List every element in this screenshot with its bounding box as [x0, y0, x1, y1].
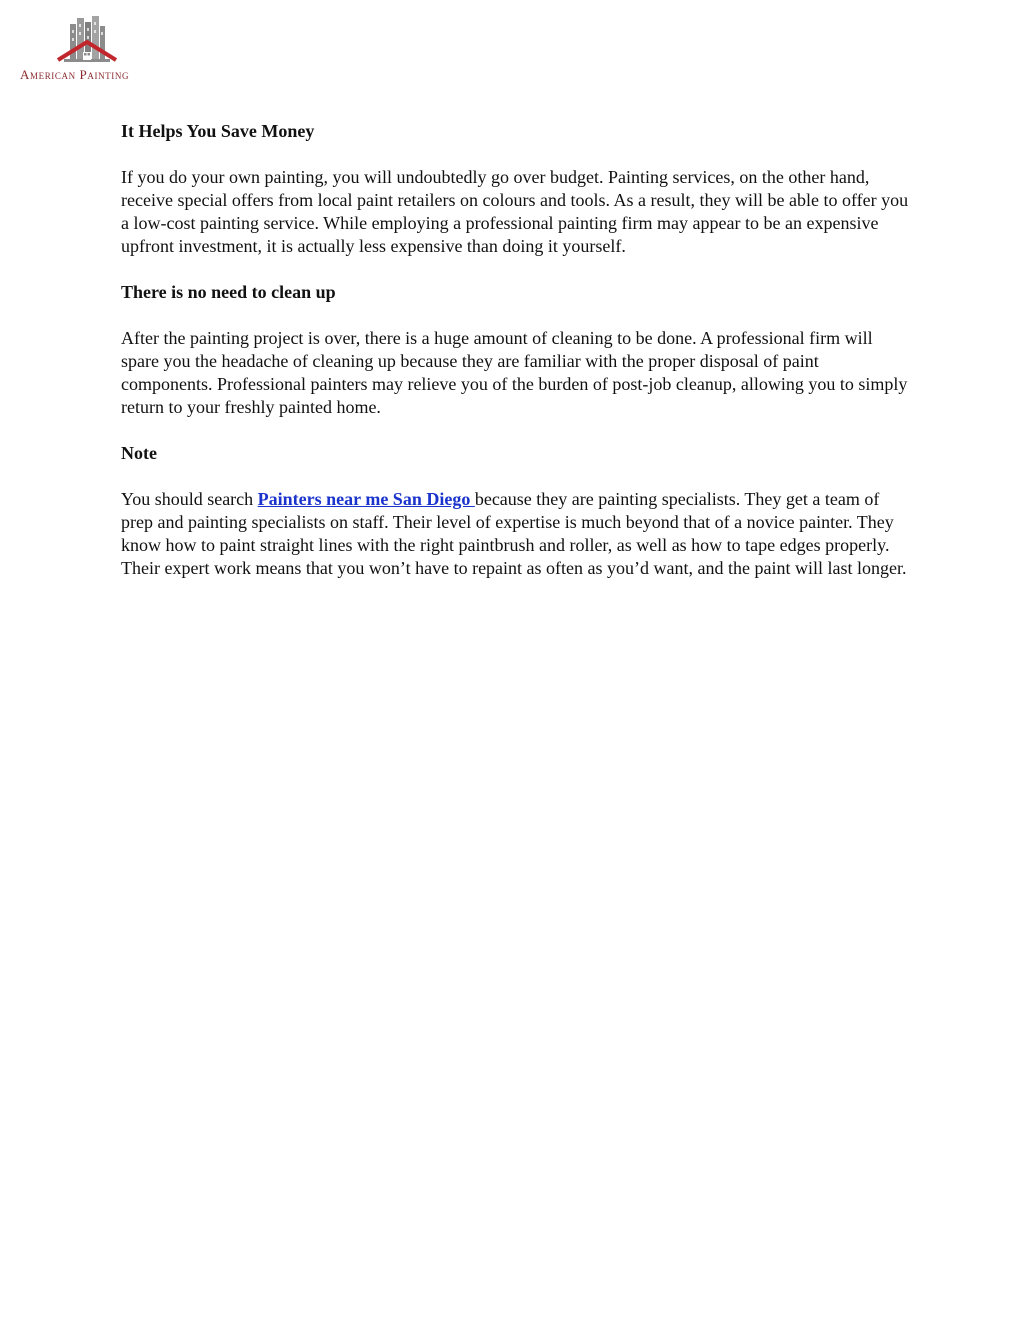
- company-logo: [20, 14, 160, 84]
- note-text-before: You should search: [121, 489, 258, 509]
- painters-near-me-link[interactable]: Painters near me San Diego: [257, 489, 475, 509]
- note-text-after: because they are painting specialists. They get a team of prep and painting specialists on staff. Their level of expertise is much beyond that of a novice painter. They know how to paint straight lines with the right paintbrush and roller, as well as how to tape edges properly. Their expert work means that you won’t have to repaint as often as you’d want, and the paint will last longer.: [121, 489, 907, 578]
- logo-text: American Painting: [20, 67, 130, 82]
- document-body: [121, 120, 911, 603]
- section-heading: There is no need to clean up: [121, 282, 336, 302]
- section-paragraph: If you do your own painting, you will undoubtedly go over budget. Painting services, on the other hand, receive special offers from local paint retailers on colours and tools. As a result, they will be able to offer you a low-cost painting service. While employing a professional painting firm may appear to be an expensive upfront investment, it is actually less expensive than doing it yourself.: [121, 167, 909, 256]
- note-paragraph: [121, 488, 911, 580]
- section-heading: Note: [121, 443, 157, 463]
- section-paragraph: After the painting project is over, there is a huge amount of cleaning to be done. A professional firm will spare you the headache of cleaning up because they are familiar with the proper disposal of paint components. Professional painters may relieve you of the burden of post-job cleanup, allowing you to simply return to your freshly painted home.: [121, 328, 908, 417]
- section-heading: It Helps You Save Money: [121, 121, 315, 141]
- building-logo-icon: [54, 14, 120, 66]
